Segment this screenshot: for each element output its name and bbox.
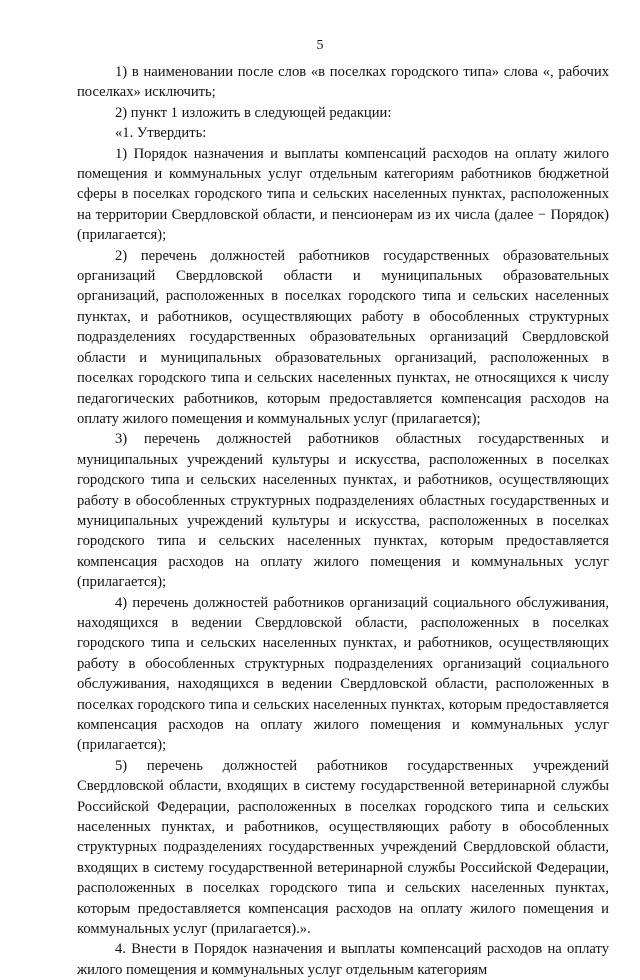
paragraph-item-2-intro: 2) пункт 1 изложить в следующей редакции: — [115, 104, 392, 121]
paragraph-approve-1-procedure: 1) Порядок назначения и выплаты компенсаций расходов на оплату жилого помещения и коммунальных услуг отдельным категориям работников бюджетной сферы в поселках городского типа и сельских населенных пунктах, расположенных на территории Свердловской области, и пенсионерам из их числа (далее − Порядок) (прилагается); — [77, 145, 609, 244]
page-number: 5 — [316, 38, 324, 53]
paragraph-approve-heading: «1. Утвердить: — [115, 125, 207, 142]
document-body — [77, 62, 609, 980]
paragraph-approve-5-veterinary: 5) перечень должностей работников государственных учреждений Свердловской области, входящих в систему государственной ветеринарной службы Российской Федерации, расположенных в поселках городского типа и сельских населенных пунктах, и работников, осуществляющих работу в обособленных структурных подразделениях государственных учреждений Свердловской области, входящих в систему государственной ветеринарной службы Российской Федерации, расположенных в поселках городского типа и сельских населенных пунктах, которым предоставляется компенсация расходов на оплату жилого помещения и коммунальных услуг (прилагается).». — [77, 757, 609, 938]
paragraph-amend-title: 1) в наименовании после слов «в поселках городского типа» слова «, рабочих поселках» исключить; — [77, 64, 609, 101]
paragraph-approve-2-education: 2) перечень должностей работников государственных образовательных организаций Свердловской области и муниципальных образовательных организаций, расположенных в поселках городского типа и сельских населенных пунктах, и работников, осуществляющих работу в обособленных структурных подразделениях государственных образовательных организаций Свердловской области и муниципальных образовательных организаций, расположенных в поселках городского типа и сельских населенных пунктах, не относящихся к числу педагогических работников, которым предоставляется компенсация расходов на оплату жилого помещения и коммунальных услуг (прилагается); — [77, 247, 609, 427]
paragraph-approve-4-social: 4) перечень должностей работников организаций социального обслуживания, находящихся в ведении Свердловской области, расположенных в поселках городского типа и сельских населенных пунктах, и работников, осуществляющих работу в обособленных структурных подразделениях организаций социального обслуживания, находящихся в ведении Свердловской области, расположенных в поселках городского типа и сельских населенных пунктах, которым предоставляется компенсация расходов на оплату жилого помещения и коммунальных услуг (прилагается); — [77, 594, 609, 754]
paragraph-item-4-amend: 4. Внести в Порядок назначения и выплаты компенсаций расходов на оплату жилого помещения и коммунальных услуг отдельным категориям — [77, 941, 609, 978]
paragraph-approve-3-culture: 3) перечень должностей работников областных государственных и муниципальных учреждений культуры и искусства, расположенных в поселках городского типа и сельских населенных пунктах, и работников, осуществляющих работу в обособленных структурных подразделениях областных государственных и муниципальных учреждений культуры и искусства, расположенных в поселках городского типа и сельских населенных пунктах, которым предоставляется компенсация расходов на оплату жилого помещения и коммунальных услуг (прилагается); — [77, 431, 609, 591]
